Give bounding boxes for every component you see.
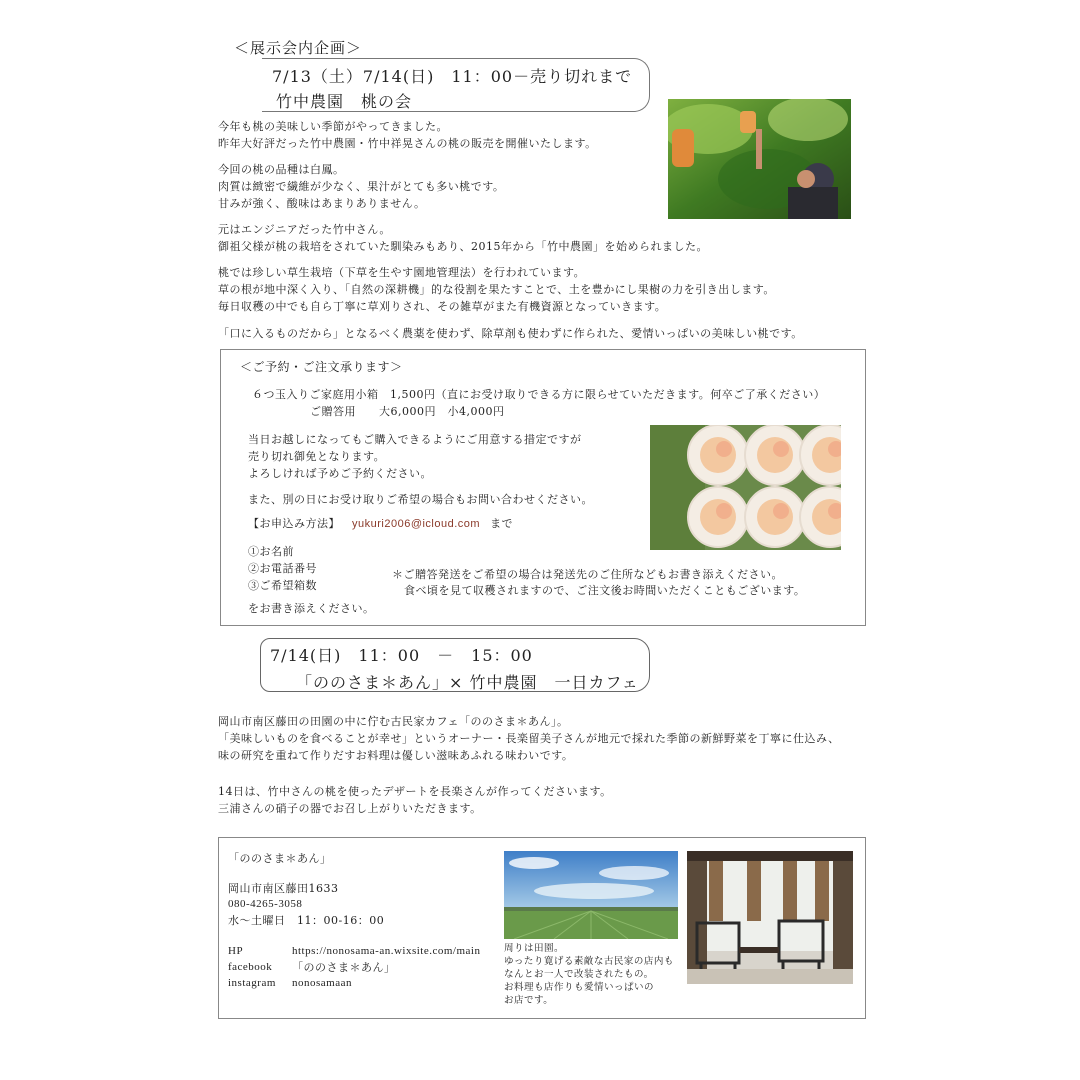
order-price-line: ６つ玉入りご家庭用小箱 1,500円（直にお受け取りできる方に限らせていただきます。何卒ご了承ください） — [252, 388, 826, 401]
apply-suffix: まで — [490, 517, 514, 530]
gift-note: ＊ご贈答発送をご希望の場合は発送先のご住所などもお書き添えください。 — [392, 568, 783, 581]
order-price-line: ご贈答用 大6,000円 小4,000円 — [310, 405, 505, 418]
cafe-line: 14日は、竹中さんの桃を使ったデザートを長楽さんが作ってくださいます。 — [218, 785, 612, 798]
order-note: よろしければ予めご予約ください。 — [248, 467, 432, 480]
intro-line: 肉質は緻密で繊維が少なく、果汁がとても多い桃です。 — [218, 180, 505, 193]
shop-name: 「ののさま＊あん」 — [228, 852, 332, 865]
farmer-photo — [668, 99, 851, 219]
event2-date: 7/14(日) 11：00 － 15：00 — [270, 646, 533, 665]
apply-label: 【お申込み方法】 — [248, 517, 340, 530]
order-note: 売り切れ御免となります。 — [248, 450, 386, 463]
intro-line: 草の根が地中深く入り、「自然の深耕機」的な役割を果たすことで、土を豊かにし果樹の力を引き出します。 — [218, 283, 775, 296]
facebook-label: facebook — [228, 961, 273, 973]
field-photo — [504, 851, 678, 939]
order-note: また、別の日にお受け取りご希望の場合もお問い合わせください。 — [248, 493, 593, 506]
order-title: ＜ご予約・ご注文承ります＞ — [240, 360, 403, 374]
peach-photo — [650, 425, 841, 550]
instagram-label: instagram — [228, 977, 276, 989]
intro-line: 今年も桃の美味しい季節がやってきました。 — [218, 120, 448, 133]
intro-line: 甘みが強く、酸味はあまりありません。 — [218, 197, 426, 210]
order-item: ①お名前 — [248, 545, 294, 558]
order-item: ②お電話番号 — [248, 562, 317, 575]
instagram-link[interactable]: nonosamaan — [292, 977, 352, 989]
shop-phone: 080-4265-3058 — [228, 898, 303, 910]
cafe-line: 三浦さんの硝子の器でお召し上がりいただきます。 — [218, 802, 482, 815]
apply-method — [248, 515, 513, 534]
shop-hours: 水～土曜日 11：00-16：00 — [228, 914, 385, 927]
facebook-link[interactable]: 「ののさま＊あん」 — [292, 961, 396, 974]
hp-label: HP — [228, 945, 244, 957]
order-items-suffix: をお書き添えください。 — [248, 602, 375, 615]
intro-line: 「口に入るものだから」となるべく農薬を使わず、除草剤も使わずに作られた、愛情いっぱいの美味しい桃です。 — [218, 327, 803, 340]
event2-name: 「ののさま＊あん」× 竹中農園 一日カフェ — [296, 673, 639, 692]
photo-caption: お店です。 — [504, 995, 554, 1006]
event1-name: 竹中農園 桃の会 — [276, 92, 413, 111]
section-title: ＜展示会内企画＞ — [234, 39, 363, 57]
gift-note: 食べ頃を見て収穫されますので、ご注文後お時間いただくこともございます。 — [404, 584, 806, 597]
photo-caption: 周りは田園。 — [504, 943, 565, 954]
interior-photo — [687, 851, 853, 984]
cafe-line: 「美味しいものを食べることが幸せ」というオーナー・長楽留美子さんが地元で採れた季節の新鮮野菜を丁寧に仕込み、 — [218, 732, 840, 745]
order-item: ③ご希望箱数 — [248, 579, 317, 592]
event1-date: 7/13（土）7/14(日) 11：00－売り切れまで — [272, 67, 633, 86]
intro-line: 御祖父様が桃の栽培をされていた馴染みもあり、2015年から「竹中農園」を始められました。 — [218, 240, 708, 253]
intro-line: 元はエンジニアだった竹中さん。 — [218, 223, 391, 236]
shop-address: 岡山市南区藤田1633 — [228, 882, 339, 895]
photo-caption: お料理も店作りも愛情いっぱいの — [504, 982, 655, 993]
intro-line: 昨年大好評だった竹中農園・竹中祥晃さんの桃の販売を開催いたします。 — [218, 137, 597, 150]
photo-caption: なんとお一人で改装されたもの。 — [504, 969, 654, 980]
cafe-line: 味の研究を重ねて作りだすお料理は優しい滋味あふれる味わいです。 — [218, 749, 574, 762]
cafe-line: 岡山市南区藤田の田園の中に佇む古民家カフェ「ののさま＊あん」。 — [218, 715, 569, 728]
photo-caption: ゆったり寛げる素敵な古民家の店内も — [504, 956, 674, 967]
hp-link[interactable]: https://nonosama-an.wixsite.com/main — [292, 945, 481, 957]
intro-line: 毎日収穫の中でも自ら丁寧に草刈りされ、その雑草がまた有機資源となっていきます。 — [218, 300, 667, 313]
order-note: 当日お越しになってもご購入できるようにご用意する措定ですが — [248, 433, 582, 446]
intro-line: 桃では珍しい草生栽培（下草を生やす園地管理法）を行われています。 — [218, 266, 586, 279]
email-link[interactable]: yukuri2006@icloud.com — [352, 518, 481, 530]
intro-line: 今回の桃の品種は白鳳。 — [218, 163, 345, 176]
